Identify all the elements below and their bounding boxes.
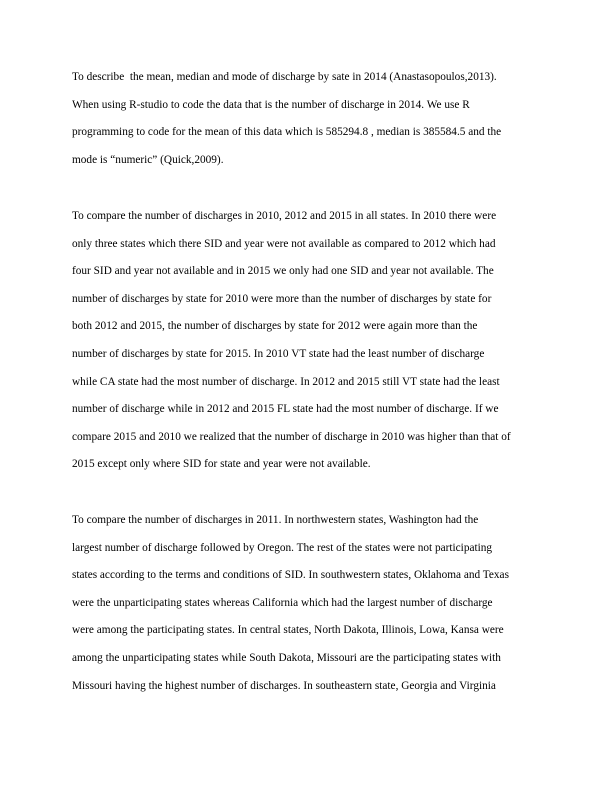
text-line: To describe the mean, median and mode of discharge by sate in 2014 (Anastasopoulos,2013). (72, 71, 497, 83)
paragraph-compare-2011 (72, 507, 542, 700)
text-line: programming to code for the mean of this data which is 585294.8 , median is 385584.5 and the (72, 126, 502, 139)
text-line: number of discharges by state for 2010 were more than the number of discharges by state for (72, 292, 492, 305)
text-line: number of discharges by state for 2015. In 2010 VT state had the least number of discharge (72, 347, 485, 360)
text-line: were among the participating states. In central states, North Dakota, Illinois, Lowa, Kansa were (72, 624, 504, 637)
text-line: mode is “numeric” (Quick,2009). (72, 153, 224, 166)
text-line: both 2012 and 2015, the number of discharges by state for 2012 were again more than the (72, 320, 478, 333)
paragraph-discharge-statistics-2014 (72, 64, 542, 174)
text-line: To compare the number of discharges in 2011. In northwestern states, Washington had the (72, 514, 479, 526)
text-line: 2015 except only where SID for state and year were not available. (72, 458, 371, 471)
text-line: To compare the number of discharges in 2010, 2012 and 2015 in all states. In 2010 there were (72, 210, 497, 222)
text-line: compare 2015 and 2010 we realized that the number of discharge in 2010 was higher than that of (72, 430, 511, 443)
text-line: number of discharge while in 2012 and 2015 FL state had the most number of discharge. If we (72, 403, 499, 416)
text-line: among the unparticipating states while South Dakota, Missouri are the participating states with (72, 651, 501, 664)
text-line: four SID and year not available and in 2015 we only had one SID and year not available. The (72, 265, 494, 278)
text-line: largest number of discharge followed by Oregon. The rest of the states were not participating (72, 541, 493, 554)
text-line: states according to the terms and conditions of SID. In southwestern states, Oklahoma and Texas (72, 569, 509, 582)
text-line: When using R-studio to code the data that is the number of discharge in 2014. We use R (72, 98, 470, 111)
text-line: Missouri having the highest number of discharges. In southeastern state, Georgia and Virginia (72, 679, 496, 692)
text-line: only three states which there SID and year were not available as compared to 2012 which had (72, 237, 496, 250)
paragraph-compare-2010-2012-2015 (72, 203, 542, 479)
text-line: were the unparticipating states whereas California which had the largest number of discharge (72, 596, 493, 609)
text-line: while CA state had the most number of discharge. In 2012 and 2015 still VT state had the least (72, 375, 500, 388)
